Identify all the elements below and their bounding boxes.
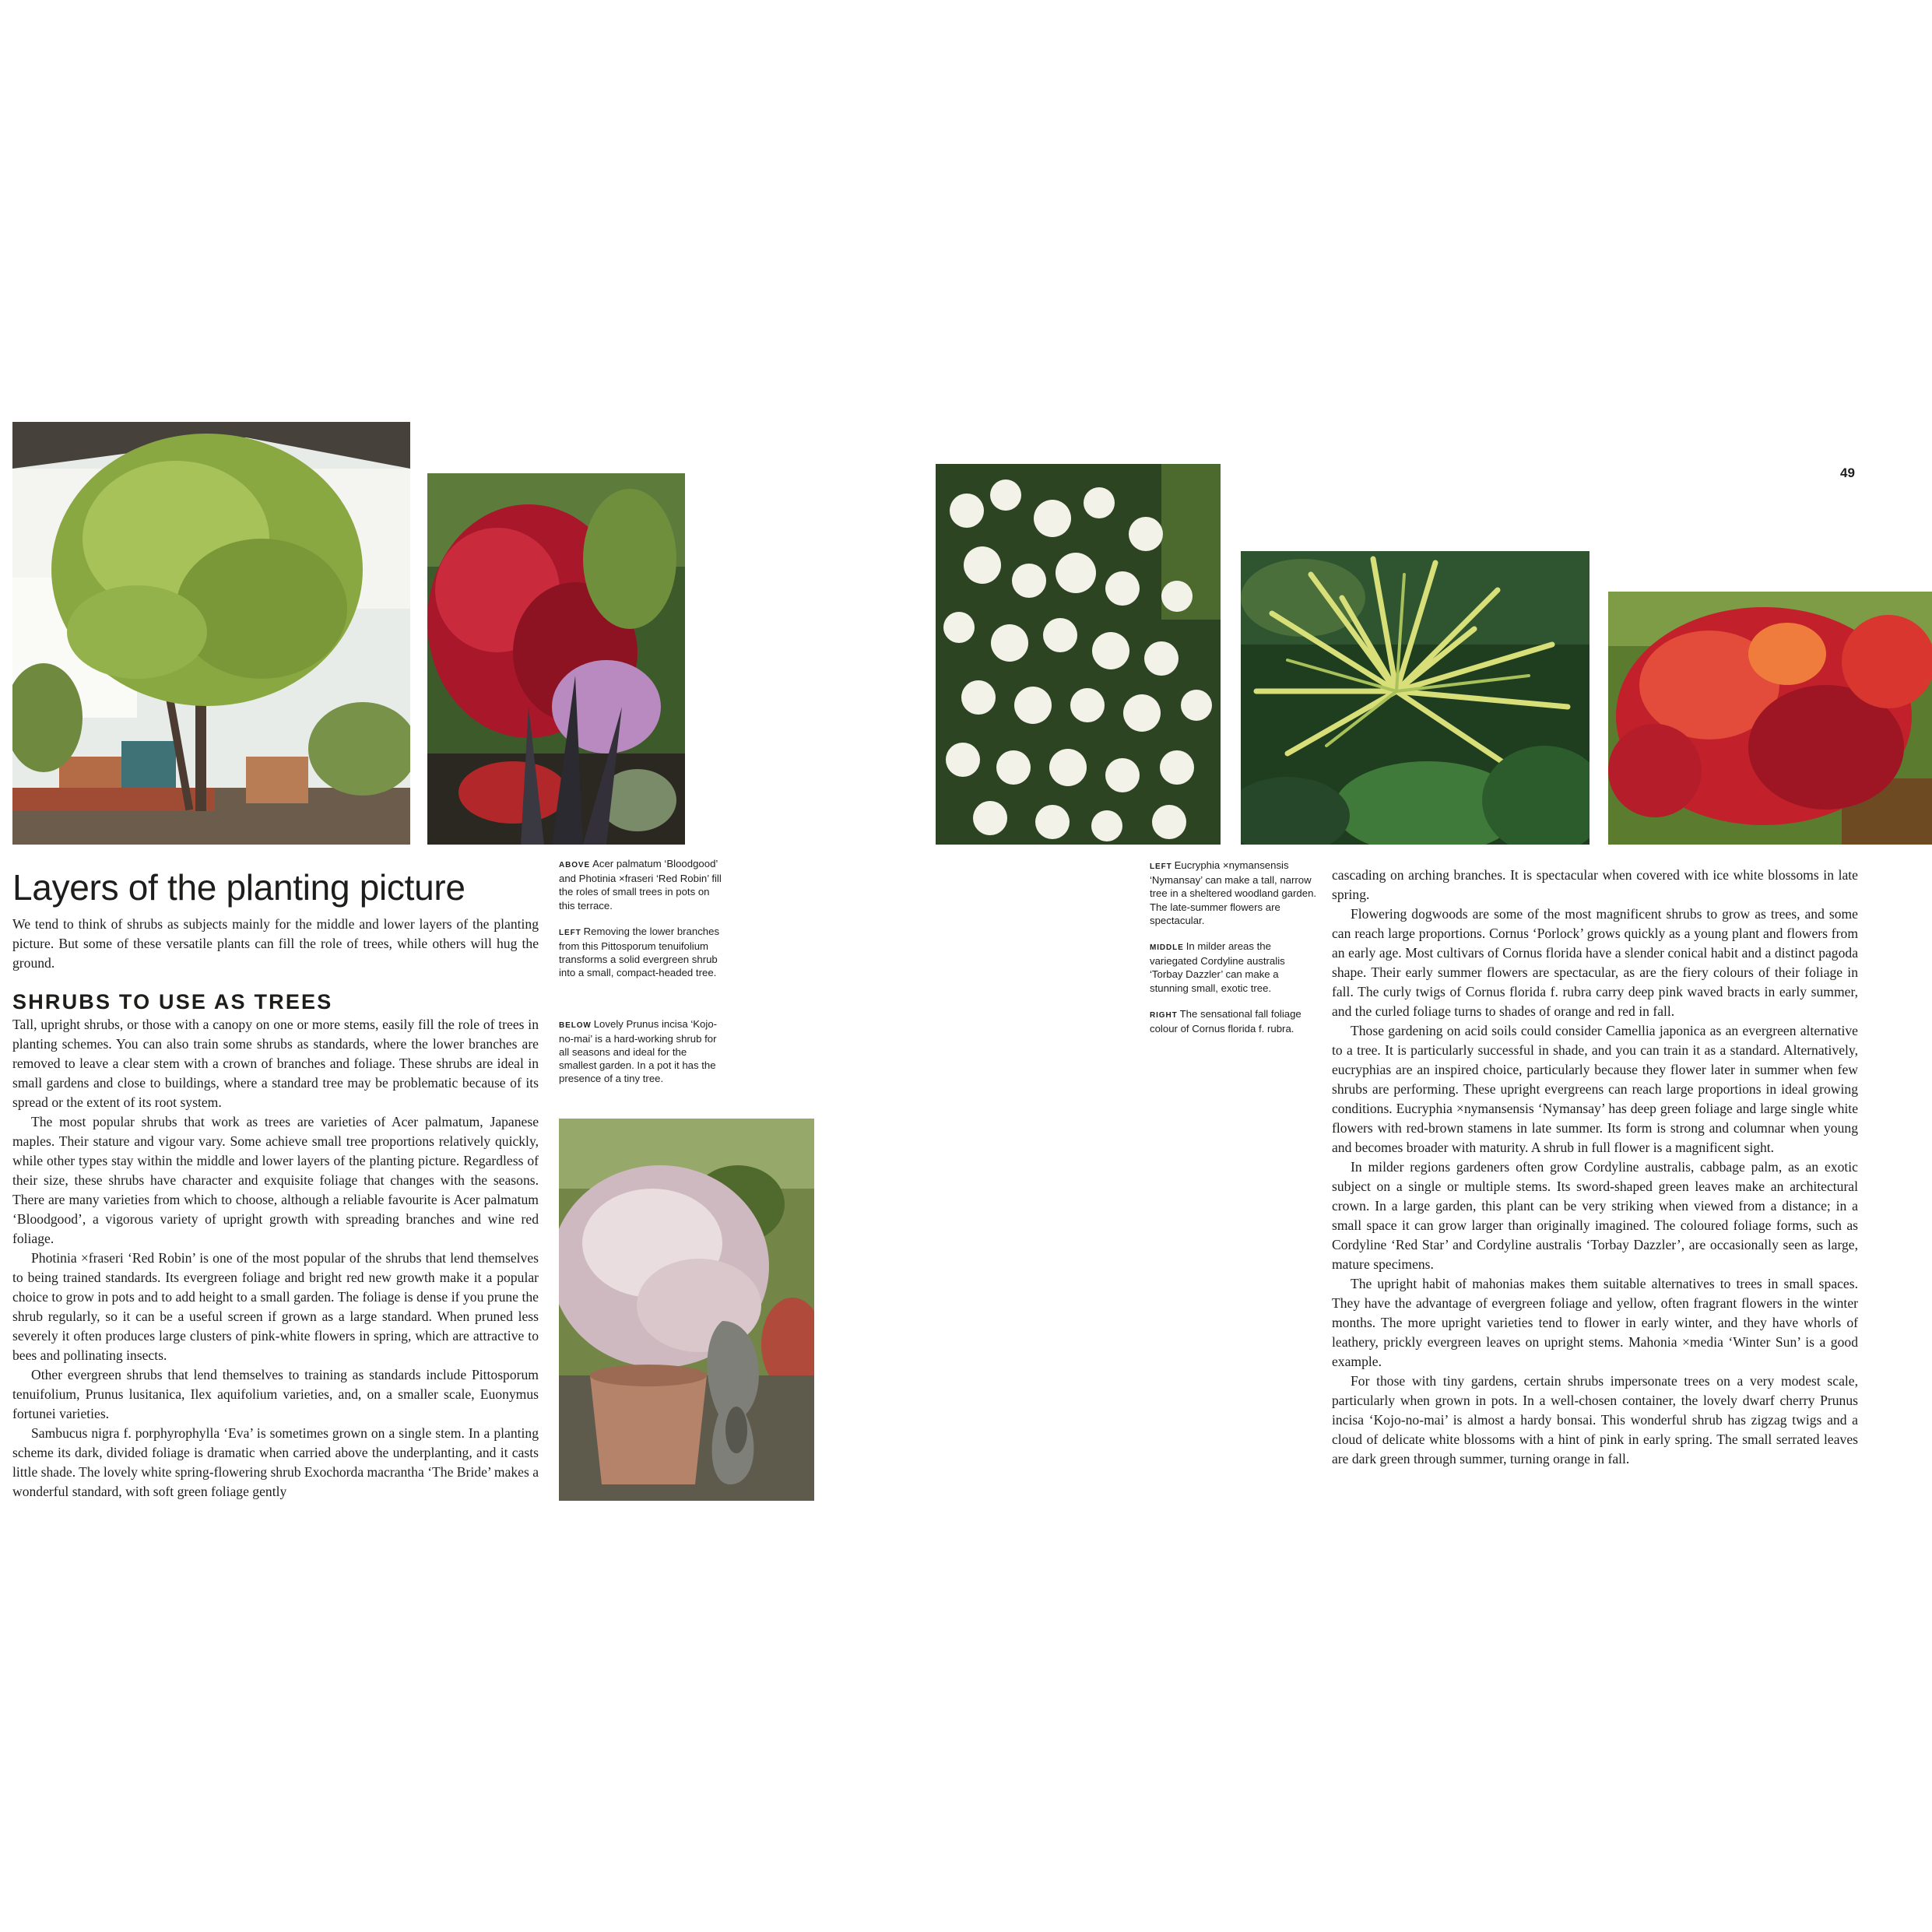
- page-title: Layers of the planting picture: [12, 867, 465, 908]
- left-page-captions: [559, 857, 726, 1098]
- intro-paragraph: [12, 915, 539, 973]
- section-heading: SHRUBS TO USE AS TREES: [12, 990, 333, 1013]
- caption-left: [1150, 859, 1317, 927]
- eucryphia-flowers-photo: [936, 464, 1221, 845]
- body-paragraph: Photinia ×fraseri ‘Red Robin’ is one of the most popular of the shrubs that lend themselves to being trained standards. Its evergreen foliage and bright red new growth make it a popular choice to grow in pots and to add height to a small garden. The foliage is dense if you prune the shrub regularly, so it can be a useful screen if grown as a large standard. When pruned less severely it often produces large clusters of pink-white flowers in spring, which are attractive to bees and pollinating insects.: [12, 1250, 539, 1363]
- right-page-captions: [1150, 859, 1317, 1048]
- body-paragraph: Tall, upright shrubs, or those with a canopy on one or more stems, easily fill the role of trees in planting schemes. You can also train some shrubs as standards, where the lower branches are removed to leave a clear stem with a crown of branches and foliage. These shrubs are ideal in small gardens and close to buildings, where a standard tree may be problematic because of its spread or the extent of its root system.: [12, 1017, 539, 1110]
- body-paragraph: Flowering dogwoods are some of the most magnificent shrubs to grow as trees, and some can reach large proportions. Cornus ‘Porlock’ grows quickly as a young plant and flowers from an early age. Most cultivars of Cornus florida have a slender conical habit and a distinct pagoda shape. Their early summer flowers are spectacular, as are the fiery colours of their foliage in fall. The curly twigs of Cornus florida f. rubra carry deep pink waved bracts in early summer, and the curled foliage turns to shades of orange and red in fall.: [1332, 906, 1858, 1019]
- body-paragraph: The upright habit of mahonias makes them suitable alternatives to trees in small spaces. They have the advantage of evergreen foliage and yellow, often fragrant flowers in the winter months. The more upright varieties tend to flower in early winter, and they have whorls of leathery, prickly evergreen leaves on upright stems. Mahonia ×media ‘Winter Sun’ is a good example.: [1332, 1276, 1858, 1369]
- caption-key: LEFT: [1150, 862, 1172, 871]
- intro-text: We tend to think of shrubs as subjects mainly for the middle and lower layers of the planting picture. But some of these versatile plants can fill the role of trees, while others will hug the ground.: [12, 916, 539, 971]
- caption-key: LEFT: [559, 928, 581, 937]
- caption-text: Lovely Prunus incisa ‘Kojo-no-mai’ is a hard-working shrub for all seasons and ideal for the smallest garden. In a pot it has the presence of a tiny tree.: [559, 1017, 718, 1085]
- caption-text: Eucryphia ×nymansensis ‘Nymansay’ can make a tall, narrow tree in a sheltered woodland garden. The late-summer flowers are spectacular.: [1150, 859, 1317, 926]
- body-paragraph: In milder regions gardeners often grow Cordyline australis, cabbage palm, as an exotic subject on a single or multiple stems. Its sword-shaped green leaves make an architectural crown. In a large garden, this plant can be very striking when viewed from a distance; in a small space it can grow larger than originally imagined. The coloured foliage forms, such as Cordyline ‘Red Star’ and Cordyline australis ‘Torbay Dazzler’, are occasionally seen as large, mature specimens.: [1332, 1159, 1858, 1272]
- body-paragraph: cascading on arching branches. It is spectacular when covered with ice white blossoms in late spring.: [1332, 867, 1858, 902]
- caption-text: The sensational fall foliage colour of Cornus florida f. rubra.: [1150, 1007, 1301, 1035]
- body-paragraph: The most popular shrubs that work as trees are varieties of Acer palmatum, Japanese maples. Their stature and vigour vary. Some achieve small tree proportions relatively quickly, while other types stay within the middle and lower layers of the planting picture. Regardless of their size, these shrubs have character and exquisite foliage that changes with the seasons. There are many varieties from which to choose, although a reliable favourite is Acer palmatum ‘Bloodgood’, a vigorous variety of upright growth with spreading branches and wine red foliage.: [12, 1114, 539, 1246]
- caption-text: Acer palmatum ‘Bloodgood’ and Photinia ×fraseri ‘Red Robin’ fill the roles of small trees in pots on this terrace.: [559, 858, 722, 912]
- caption-above: [559, 857, 726, 912]
- body-paragraph: Those gardening on acid soils could consider Camellia japonica as an evergreen alternative to a tree. It is particularly successful in shade, and you can train it as a standard. Alternatively, eucryphias are an inspired choice, particularly because they flower later in summer when few shrubs are performing. These upright evergreens can reach large proportions in ideal growing conditions. Eucryphia ×nymansensis ‘Nymansay’ has deep green foliage and large single white flowers with red-brown stamens in late summer. Its form is strong and columnar when young and becomes broader with maturity. A shrub in full flower is a magnificent sight.: [1332, 1023, 1858, 1155]
- caption-text: Removing the lower branches from this Pittosporum tenuifolium transforms a solid evergreen shrub into a small, compact-headed tree.: [559, 925, 720, 979]
- caption-key: ABOVE: [559, 861, 591, 869]
- body-paragraph: For those with tiny gardens, certain shrubs impersonate trees on a very modest scale, particularly when grown in pots. In a well-chosen container, the lovely dwarf cherry Prunus incisa ‘Kojo-no-mai’ is almost a hardy bonsai. This wonderful shrub has zigzag twigs and a cloud of delicate white blossoms with a hint of pink in early spring. The small serrated leaves are dark green through summer, turning orange in fall.: [1332, 1373, 1858, 1467]
- pittosporum-standard-photo: [12, 422, 410, 845]
- caption-key: RIGHT: [1150, 1010, 1178, 1020]
- body-paragraph: Sambucus nigra f. porphyrophylla ‘Eva’ is sometimes grown on a single stem. In a planting scheme its dark, divided foliage is dramatic when carried above the underplanting, and it casts little shade. The lovely white spring-flowering shrub Exochorda macrantha ‘The Bride’ makes a wonderful standard, with soft green foliage gently: [12, 1425, 539, 1499]
- caption-key: BELOW: [559, 1020, 592, 1030]
- acer-photinia-pots-photo: [427, 473, 685, 845]
- prunus-incisa-pot-photo: [559, 1119, 814, 1501]
- caption-below: [559, 1017, 726, 1086]
- body-paragraph: Other evergreen shrubs that lend themselves to training as standards include Pittosporum tenuifolium, Prunus lusitanica, Ilex aquifolium varieties, and, on a smaller scale, Euonymus fortunei varieties.: [12, 1367, 539, 1421]
- caption-middle: [1150, 940, 1317, 995]
- caption-right: [1150, 1007, 1317, 1035]
- cornus-florida-rubra-photo: [1608, 592, 1932, 845]
- caption-key: MIDDLE: [1150, 943, 1184, 953]
- caption-left: [559, 925, 726, 980]
- cordyline-torbay-dazzler-photo: [1241, 551, 1590, 845]
- right-body-text: [1332, 866, 1858, 1469]
- page-number: 49: [1840, 465, 1855, 480]
- left-body-text: [12, 1015, 539, 1502]
- caption-text: In milder areas the variegated Cordyline australis ‘Torbay Dazzler’ can make a stunning small, exotic tree.: [1150, 940, 1285, 994]
